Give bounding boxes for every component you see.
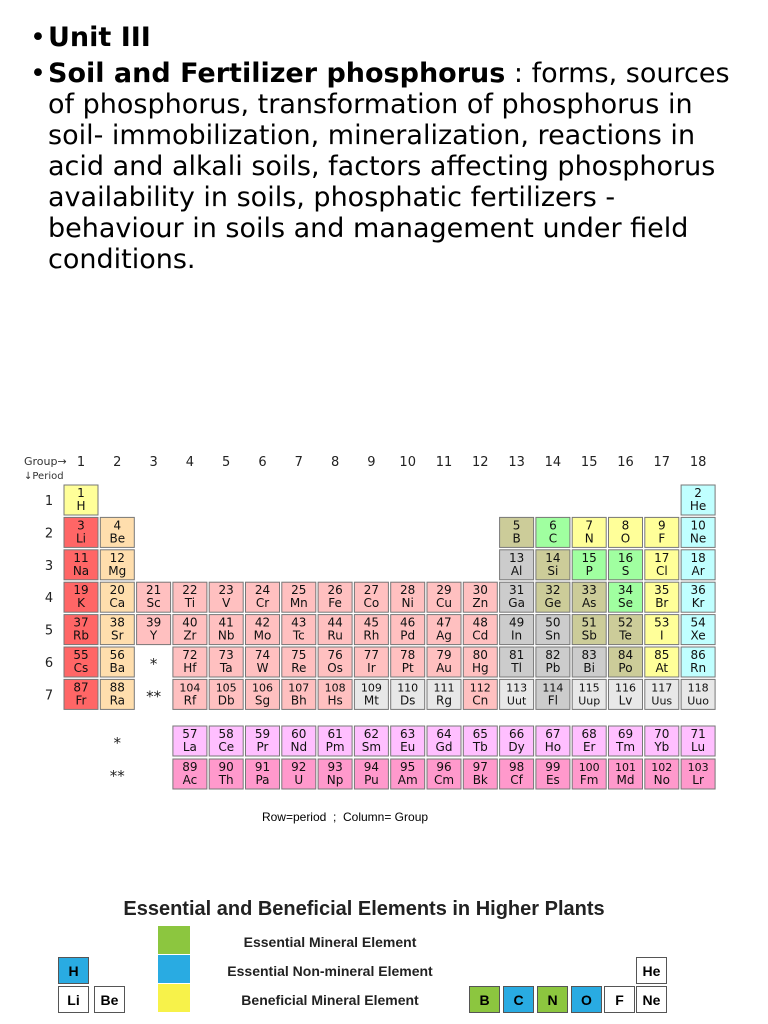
atomic-number: 7 [585,518,594,533]
period-number: 6 [44,656,54,671]
atomic-number: 40 [182,615,198,630]
atomic-number: 25 [291,583,307,598]
element-symbol: Am [397,773,418,787]
element-symbol: Pb [545,661,561,675]
element-symbol: Ac [182,773,198,787]
element-symbol: W [256,661,269,675]
element-symbol: P [585,563,593,578]
element-symbol: Au [436,661,452,675]
element-symbol: Al [510,563,523,578]
element-symbol: Ag [436,628,452,643]
element-symbol: Uuo [687,694,709,708]
element-symbol: Ni [401,596,414,611]
element-symbol: O [620,531,631,546]
element-symbol: Rg [436,693,452,708]
atomic-number: 80 [472,648,488,662]
element-symbol: Fr [75,693,87,708]
essential-cell-f: F [604,986,635,1013]
element-symbol: U [294,773,304,787]
element-symbol: Ds [399,693,416,708]
group-number: 8 [330,455,340,470]
atomic-number: 28 [400,583,416,598]
element-symbol: Bi [583,661,595,675]
element-symbol: Hf [183,661,197,675]
atomic-number: 31 [508,583,525,598]
atomic-number: 60 [291,727,307,741]
essential-cell-he: He [636,957,667,984]
atomic-number: 32 [545,583,561,598]
atomic-number: 87 [73,680,89,695]
element-symbol: Ca [109,596,126,611]
group-number: 4 [185,455,195,470]
period-number: 5 [44,623,54,639]
atomic-number: 79 [436,648,452,662]
atomic-number: 118 [687,681,709,695]
element-symbol: Tm [615,740,636,754]
atomic-number: 77 [363,648,380,662]
group-number: 1 [76,455,86,470]
atomic-number: 13 [508,550,525,565]
element-symbol: Cd [472,628,489,643]
atomic-number: 9 [657,518,666,533]
group-number: 15 [580,455,598,470]
element-symbol: Ce [218,740,235,754]
atomic-number: 37 [73,615,89,630]
atomic-number: 115 [578,681,600,695]
element-symbol: Uup [578,694,601,708]
element-symbol: Ti [184,596,196,611]
atomic-number: 51 [581,615,597,630]
element-symbol: Li [75,531,87,546]
element-symbol: Mn [289,596,308,611]
legend-swatch-beneficial-mineral [158,984,190,1012]
atomic-number: 30 [472,583,488,598]
group-number: 16 [617,455,634,470]
element-symbol: Cr [255,596,270,611]
period-number: 2 [44,526,54,542]
atomic-number: 23 [218,583,234,598]
atomic-number: 66 [508,727,525,741]
atomic-number: 53 [654,615,670,630]
atomic-number: 104 [179,681,201,695]
atomic-number: 76 [327,648,343,662]
atomic-number: 5 [512,518,521,533]
atomic-number: 29 [436,583,452,598]
atomic-number: 65 [472,727,488,741]
element-symbol: Cm [433,773,455,787]
bullet-topic [30,58,750,275]
element-symbol: La [182,740,197,754]
element-symbol: Se [618,596,633,611]
element-symbol: V [222,596,231,611]
atomic-number: 58 [218,727,234,741]
atomic-number: 64 [436,727,452,741]
atomic-number: 55 [73,648,89,662]
element-symbol: Po [618,661,633,675]
atomic-number: 2 [694,486,702,500]
element-symbol: As [581,596,597,611]
element-symbol: Fl [547,693,559,708]
period-number: 4 [44,591,54,607]
atomic-number: 36 [690,583,706,598]
element-symbol: Pt [401,661,414,675]
atomic-number: 82 [545,648,561,662]
atomic-number: 93 [327,760,343,774]
atomic-number: 43 [291,615,307,630]
element-symbol: Fm [579,773,599,787]
atomic-number: 52 [617,615,634,630]
element-symbol: Ga [508,596,525,611]
atomic-number: 99 [545,760,561,774]
group-number: 13 [508,455,525,470]
atomic-number: 42 [254,615,271,630]
element-symbol: Rh [363,628,380,643]
atomic-number: 54 [690,615,706,630]
atomic-number: 91 [254,760,271,774]
element-symbol: Pm [325,740,345,754]
atomic-number: 83 [581,648,597,662]
element-symbol: Y [149,628,158,643]
period-axis-label: ↓Period [24,471,64,482]
atomic-number: 41 [218,615,234,630]
element-symbol: Ne [689,531,707,546]
group-number: 12 [472,455,489,470]
atomic-number: 89 [182,760,198,774]
atomic-number: 19 [73,583,89,598]
element-symbol: Sm [361,740,382,754]
element-symbol: Si [547,563,559,578]
atomic-number: 62 [363,727,380,741]
element-symbol: F [658,531,666,546]
element-symbol: Hs [327,693,343,708]
element-symbol: Gd [435,740,453,754]
element-symbol: Np [326,773,344,787]
bullet-dot: • [30,22,46,53]
essential-cell-n: N [537,986,568,1013]
essential-cell-ne: Ne [636,986,667,1013]
atomic-number: 34 [617,583,634,598]
atomic-number: 103 [687,761,709,774]
atomic-number: 16 [617,550,634,565]
element-symbol: Sb [581,628,597,643]
periodic-table [0,445,768,805]
atomic-number: 56 [109,648,125,662]
atomic-number: 75 [291,648,307,662]
atomic-number: 27 [363,583,380,598]
element-symbol: Br [655,596,669,611]
atomic-number: 45 [363,615,380,630]
element-symbol: Tb [472,740,488,754]
atomic-number: 38 [109,615,125,630]
atomic-number: 57 [182,727,198,741]
bullet-list [30,22,750,280]
group-number: 17 [653,455,671,470]
atomic-number: 94 [363,760,380,774]
atomic-number: 26 [327,583,343,598]
legend-swatch-essential-mineral [158,926,190,954]
essential-cell-b: B [469,986,500,1013]
atomic-number: 73 [218,648,234,662]
atomic-number: 117 [651,681,673,695]
legend-label-essential-mineral: Essential Mineral Element [243,934,417,950]
element-symbol: Nd [290,740,308,754]
element-symbol: Pu [364,773,379,787]
atomic-number: 106 [252,681,273,695]
element-symbol: Bh [290,693,307,708]
element-symbol: Cf [510,773,523,787]
legend-label-beneficial-mineral: Beneficial Mineral Element [241,992,419,1008]
atomic-number: 86 [690,648,706,662]
atomic-number: 102 [651,761,673,774]
actinide-row-marker: ** [109,767,125,785]
lanthanide-marker: * [149,655,158,673]
atomic-number: 88 [109,680,125,695]
atomic-number: 107 [288,681,310,695]
legend-swatch-essential-nonmineral [158,955,190,983]
element-symbol: Tc [292,628,305,643]
element-symbol: Ar [691,563,705,578]
essential-cell-li: Li [58,986,89,1013]
element-symbol: Db [217,693,235,708]
essential-cell-o: O [571,986,602,1013]
element-symbol: Rf [183,693,197,708]
element-symbol: Mg [108,563,127,578]
atomic-number: 20 [109,583,125,598]
atomic-number: 84 [617,648,634,662]
group-number: 3 [149,455,158,470]
group-number: 5 [222,455,231,470]
element-symbol: Ru [327,628,343,643]
element-symbol: Lr [692,773,704,787]
element-symbol: Mo [253,628,272,643]
essential-cell-c: C [503,986,534,1013]
atomic-number: 78 [400,648,416,662]
atomic-number: 22 [182,583,198,598]
element-symbol: Pa [255,773,270,787]
element-symbol: K [77,596,85,611]
topic-text [48,58,750,275]
periodic-table-caption: Row=period ; Column= Group [261,810,429,824]
element-symbol: Ir [367,661,376,675]
unit-title: Unit III [48,22,151,53]
atomic-number: 17 [654,550,670,565]
atomic-number: 116 [615,681,636,695]
element-symbol: B [512,531,521,546]
atomic-number: 50 [545,615,561,630]
element-symbol: Zn [472,596,489,611]
element-symbol: Xe [690,628,706,643]
element-symbol: I [660,628,664,643]
element-symbol: In [511,628,523,643]
element-symbol: Cn [472,693,489,708]
element-symbol: At [655,661,669,675]
element-symbol: Sc [146,596,161,611]
atomic-number: 69 [617,727,634,741]
atomic-number: 101 [615,761,636,774]
atomic-number: 14 [545,550,561,565]
atomic-number: 70 [654,727,670,741]
element-symbol: Lu [691,740,706,754]
essential-cell-h: H [58,957,89,984]
element-symbol: Sn [545,628,561,643]
period-number: 1 [44,494,54,509]
atomic-number: 10 [690,518,706,533]
atomic-number: 8 [621,518,630,533]
atomic-number: 21 [145,583,162,598]
lanthanide-row-marker: * [113,734,122,752]
element-symbol: Te [619,628,632,643]
group-axis-label: Group→ [24,455,67,468]
atomic-number: 71 [690,727,706,741]
atomic-number: 3 [77,518,85,533]
element-symbol: Zr [183,628,197,643]
element-symbol: Pr [256,740,269,754]
atomic-number: 48 [472,615,488,630]
atomic-number: 59 [254,727,271,741]
element-symbol: Na [72,563,90,578]
atomic-number: 98 [508,760,525,774]
group-number: 7 [294,455,303,470]
atomic-number: 6 [549,518,557,533]
atomic-number: 18 [690,550,706,565]
atomic-number: 90 [218,760,234,774]
atomic-number: 110 [397,681,419,695]
element-symbol: Be [109,531,126,546]
atomic-number: 33 [581,583,597,598]
bullet-dot: • [30,58,46,89]
element-symbol: S [621,563,630,578]
atomic-number: 68 [581,727,597,741]
atomic-number: 96 [436,760,452,774]
period-number: 7 [44,688,54,704]
element-symbol: Ra [109,693,126,708]
atomic-number: 85 [654,648,670,662]
atomic-number: 100 [578,761,600,774]
element-symbol: Th [218,773,234,787]
legend-label-essential-nonmineral: Essential Non-mineral Element [227,963,433,979]
element-symbol: C [548,531,558,546]
element-symbol: Ho [544,740,562,754]
essential-elements-title: Essential and Beneficial Elements in Higher Plants [123,898,605,920]
atomic-number: 12 [109,550,125,565]
element-symbol: Fe [328,596,342,611]
element-symbol: Cl [655,563,668,578]
element-symbol: Re [291,661,307,675]
element-symbol: Os [327,661,343,675]
element-symbol: N [584,531,594,546]
atomic-number: 114 [542,681,564,695]
element-symbol: Er [582,740,596,754]
element-symbol: Kr [691,596,705,611]
period-number: 3 [44,558,54,574]
element-symbol: Cu [436,596,452,611]
atomic-number: 95 [400,760,416,774]
atomic-number: 4 [113,518,122,533]
atomic-number: 105 [215,681,237,695]
atomic-number: 109 [360,681,382,695]
actinide-marker: ** [146,687,162,706]
atomic-number: 113 [506,681,528,695]
atomic-number: 97 [472,760,488,774]
element-symbol: Ba [109,661,126,675]
atomic-number: 112 [469,681,491,695]
group-number: 2 [113,455,122,470]
element-symbol: Cs [73,661,89,675]
element-symbol: Uus [651,694,673,708]
group-number: 18 [689,455,707,470]
atomic-number: 111 [433,681,455,695]
element-symbol: Md [616,773,635,787]
atomic-number: 1 [77,486,85,500]
atomic-number: 108 [324,681,346,695]
element-symbol: Sg [254,693,271,708]
essential-cell-be: Be [94,986,125,1013]
element-symbol: He [689,499,707,513]
atomic-number: 46 [400,615,416,630]
element-symbol: Nb [217,628,235,643]
element-symbol: Ta [219,661,233,675]
element-symbol: No [653,773,670,787]
bullet-unit [30,22,750,53]
atomic-number: 15 [581,550,597,565]
atomic-number: 39 [145,615,162,630]
group-number: 10 [399,455,416,470]
element-symbol: Sr [111,628,124,643]
atomic-number: 44 [327,615,343,630]
atomic-number: 24 [254,583,271,598]
topic-heading: Soil and Fertilizer phosphorus [48,58,506,89]
atomic-number: 81 [508,648,525,662]
atomic-number: 74 [254,648,271,662]
element-symbol: Mt [363,693,379,708]
group-number: 9 [367,455,376,470]
element-symbol: Uut [506,694,527,708]
group-number: 6 [258,455,267,470]
element-symbol: Bk [472,773,488,787]
atomic-number: 35 [654,583,670,598]
element-symbol: Yb [654,740,670,754]
atomic-number: 49 [508,615,525,630]
element-symbol: Es [545,773,560,787]
atomic-number: 72 [182,648,198,662]
atomic-number: 11 [73,550,89,565]
element-symbol: Co [363,596,380,611]
element-symbol: Dy [508,740,525,754]
element-symbol: Hg [471,661,489,675]
atomic-number: 92 [291,760,307,774]
atomic-number: 63 [400,727,416,741]
element-symbol: Ge [544,596,562,611]
group-number: 14 [544,455,562,470]
element-symbol: Rn [690,661,707,675]
element-symbol: Pd [400,628,416,643]
topic-description: : forms, sources of phosphorus, transformation of phosphorus in soil- immobilization, mineralization, reactions in acid and alkali soils, factors affecting phosphorus availability in soils, phosphatic fertilizers - behaviour in soils and management under field conditions. [48,58,730,275]
atomic-number: 61 [327,727,343,741]
group-number: 11 [435,455,453,470]
atomic-number: 67 [545,727,561,741]
element-symbol: Eu [400,740,416,754]
element-symbol: Lv [618,693,633,708]
element-symbol: Rb [73,628,89,643]
element-symbol: Tl [511,661,522,675]
atomic-number: 47 [436,615,452,630]
element-symbol: H [76,499,86,513]
